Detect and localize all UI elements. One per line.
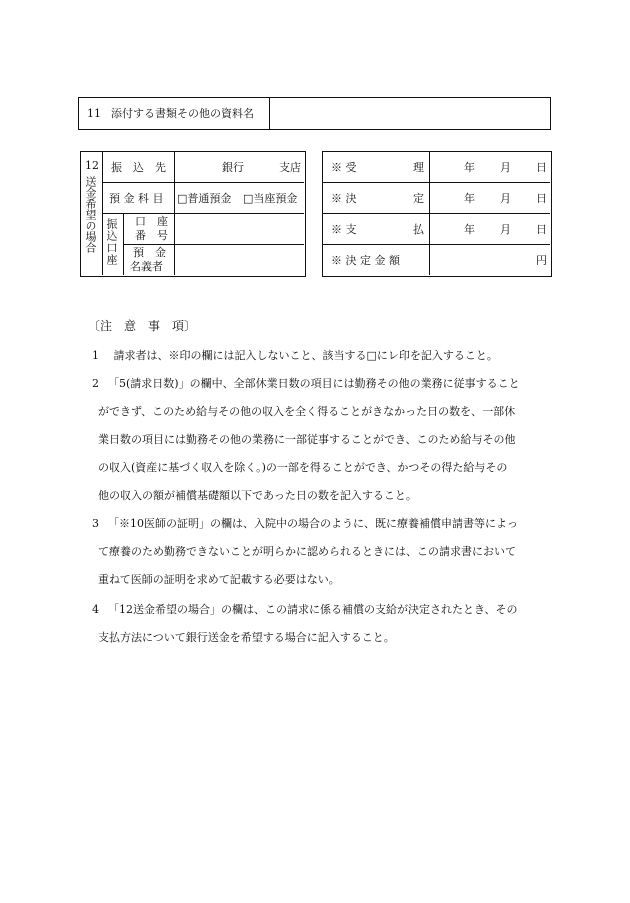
section-11-label: 添付する書類その他の資料名	[111, 107, 254, 120]
decision-day: 日	[536, 192, 547, 205]
payment-year: 年	[464, 223, 475, 236]
note-line-1: 1 請求者は、※印の欄には記入しないこと、該当する□にレ印を記入すること。	[92, 349, 498, 362]
row-line-1	[102, 182, 304, 183]
row-line-3	[123, 244, 304, 245]
note-line-4: 業日数の項目には勤務その他の業務に一部従事することができ、このため給与その他	[98, 433, 516, 446]
receipt-day: 日	[536, 161, 547, 174]
decided-amount-yen: 円	[536, 254, 547, 267]
account-number-label-line1: 口 座	[135, 215, 168, 228]
note-line-10: 4 「12送金希望の場合」の欄は、この請求に係る補償の支給が決定されたとき、その	[92, 603, 518, 616]
note-line-7: 3 「※10医師の証明」の欄は、入院中の場合のように、既に療養補償申請書等によっ	[92, 517, 518, 530]
payment-month: 月	[500, 223, 511, 236]
receipt-label: ※ 受	[331, 161, 357, 174]
receipt-label-end: 理	[413, 161, 424, 174]
deposit-type-label: 預 金 科 目	[109, 192, 164, 205]
decision-label-end: 定	[413, 192, 424, 205]
office-use-table	[322, 151, 552, 277]
ordinary-deposit-checkbox[interactable]: □普通預金	[177, 192, 232, 205]
decided-amount-label: ※ 決 定 金 額	[331, 254, 400, 267]
holder-label-line2: 名義者	[130, 260, 163, 273]
account-number-label-line2: 番 号	[135, 229, 168, 242]
office-row-line-1	[323, 182, 550, 183]
section-12-title: 送金希望の場合	[84, 176, 97, 253]
note-line-2: 2 「5(請求日数)」の欄中、全部休業日数の項目には勤務その他の業務に従事すること	[92, 377, 520, 390]
decision-label: ※ 決	[331, 192, 357, 205]
decision-month: 月	[500, 192, 511, 205]
bank-label: 銀行	[222, 161, 244, 174]
note-line-3: ができず、このため給与その他の収入を全く得ることがきなかった日の数を、一部休	[98, 405, 516, 418]
note-line-5: の収入(資産に基づく収入を除く。)の一部を得ることができ、かつその得た給与その	[98, 461, 508, 474]
payment-label-end: 払	[413, 223, 424, 236]
transfer-account-label: 振込口座	[105, 218, 118, 266]
remittance-table	[80, 151, 306, 277]
branch-label: 支店	[279, 161, 301, 174]
note-line-6: 他の収入の額が補償基礎額以下であった日の数を記入すること。	[98, 489, 417, 502]
notes-title: 〔注 意 事 項〕	[88, 319, 197, 333]
note-line-8: て療養のため勤務できないことが明らかに認められるときには、この請求書において	[98, 545, 516, 558]
attached-documents-field[interactable]	[271, 99, 549, 128]
receipt-year: 年	[464, 161, 475, 174]
attached-documents-box	[78, 97, 551, 130]
current-deposit-checkbox[interactable]: □当座預金	[243, 192, 298, 205]
holder-label-line1: 預 金	[133, 246, 166, 259]
section-12-number: 12	[85, 159, 99, 172]
transfer-to-label: 振 込 先	[111, 161, 166, 174]
office-row-line-3	[323, 244, 550, 245]
section-11-number: 11	[87, 107, 101, 120]
decision-year: 年	[464, 192, 475, 205]
payment-day: 日	[536, 223, 547, 236]
section-11-divider	[269, 98, 270, 129]
row-line-2	[102, 213, 304, 214]
payment-label: ※ 支	[331, 223, 357, 236]
receipt-month: 月	[500, 161, 511, 174]
note-line-11: 支払方法について銀行送金を希望する場合に記入すること。	[98, 631, 395, 644]
office-row-line-2	[323, 213, 550, 214]
note-line-9: 重ねて医師の証明を求めて記載する必要はない。	[98, 573, 340, 586]
